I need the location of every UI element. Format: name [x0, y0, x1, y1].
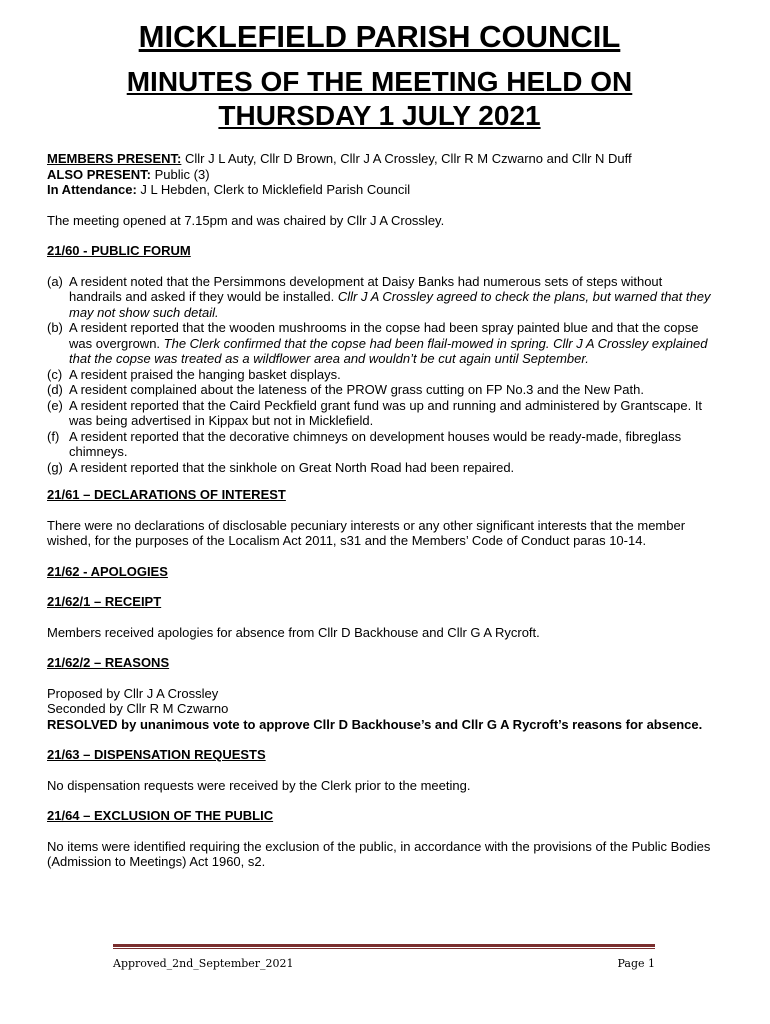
list-item: (f) A resident reported that the decorative chimneys on development houses would be ready-made, fibreglass chimneys.: [47, 428, 682, 459]
resolution: RESOLVED by unanimous vote to approve Cllr D Backhouse’s and Cllr G A Rycroft’s reasons for absence.: [47, 716, 703, 732]
also-present-value: Public (3): [151, 166, 210, 182]
exclusion-heading: 21/64 – EXCLUSION OF THE PUBLIC: [47, 808, 274, 823]
in-attendance-label: In Attendance:: [47, 182, 137, 197]
footer-row: [113, 957, 655, 970]
public-forum-list: [47, 274, 712, 476]
receipt-heading: 21/62/1 – RECEIPT: [47, 594, 162, 609]
also-present: [47, 167, 712, 183]
page-footer: [113, 944, 655, 970]
list-item: (d) A resident complained about the lateness of the PROW grass cutting on FP No.3 and the New Path.: [47, 382, 644, 397]
list-item: (c) A resident praised the hanging basket displays.: [47, 366, 341, 382]
council-title: MICKLEFIELD PARISH COUNCIL: [138, 19, 621, 54]
meeting-title-line2: THURSDAY 1 JULY 2021: [218, 100, 541, 131]
dispensation-text: No dispensation requests were received by the Clerk prior to the meeting.: [47, 777, 471, 793]
in-attendance-value: J L Hebden, Clerk to Micklefield Parish Council: [136, 182, 411, 197]
public-forum-heading: 21/60 - PUBLIC FORUM: [47, 243, 191, 258]
members-present: [47, 151, 712, 167]
list-item: (e) A resident reported that the Caird Peckfield grant fund was up and running and administered by Grantscape. It was being advertised in Kippax but not in Micklefield.: [47, 397, 703, 428]
members-present-label: MEMBERS PRESENT:: [47, 151, 182, 166]
apologies-heading: 21/62 - APOLOGIES: [47, 563, 168, 579]
list-item: (a) A resident noted that the Persimmons development at Daisy Banks had numerous sets of steps without handrails and asked if they would be installed. Cllr J A Crossley agreed to check the plans, but warned that they may not show such detail.: [47, 273, 711, 320]
opening-statement: The meeting opened at 7.15pm and was chaired by Cllr J A Crossley.: [47, 212, 445, 228]
receipt-text: Members received apologies for absence from Cllr D Backhouse and Cllr G A Rycroft.: [47, 624, 540, 640]
meeting-title: [47, 65, 712, 133]
list-item: (b) A resident reported that the wooden mushrooms in the copse had been spray painted blue and that the copse was overgrown. The Clerk confirmed that the copse had been flail-mowed in spring. Cllr J A Crossley explained that the copse was treated as a wildflower area and wouldn’t be cut again until September.: [47, 320, 708, 366]
declarations-heading: 21/61 – DECLARATIONS OF INTEREST: [47, 487, 286, 502]
also-present-label: ALSO PRESENT:: [47, 166, 152, 182]
footer-page-number: Page 1: [617, 957, 655, 970]
reasons-heading: 21/62/2 – REASONS: [47, 655, 170, 670]
proposed-by: Proposed by Cllr J A Crossley: [47, 685, 219, 701]
members-present-value: Cllr J L Auty, Cllr D Brown, Cllr J A Crossley, Cllr R M Czwarno and Cllr N Duff: [181, 151, 632, 166]
document-page: [47, 18, 712, 870]
seconded-by: Seconded by Cllr R M Czwarno: [47, 701, 229, 716]
declarations-text: There were no declarations of disclosable pecuniary interests or any other significant interests that the member wished, for the purposes of the Localism Act 2011, s31 and the Members’ Code of Conduct paras 10-14.: [47, 517, 686, 548]
footer-rule-thin: [113, 948, 655, 949]
footer-approval: Approved_2nd_September_2021: [113, 957, 294, 970]
attendance-block: [47, 151, 712, 198]
exclusion-text: No items were identified requiring the exclusion of the public, in accordance with the provisions of the Public Bodies (Admission to Meetings) Act 1960, s2.: [47, 838, 711, 869]
list-item: (g) A resident reported that the sinkhole on Great North Road had been repaired.: [47, 459, 515, 475]
in-attendance: [47, 182, 712, 198]
meeting-title-line1: MINUTES OF THE MEETING HELD ON: [126, 66, 633, 97]
footer-rule: [113, 944, 655, 947]
dispensation-heading: 21/63 – DISPENSATION REQUESTS: [47, 747, 266, 762]
